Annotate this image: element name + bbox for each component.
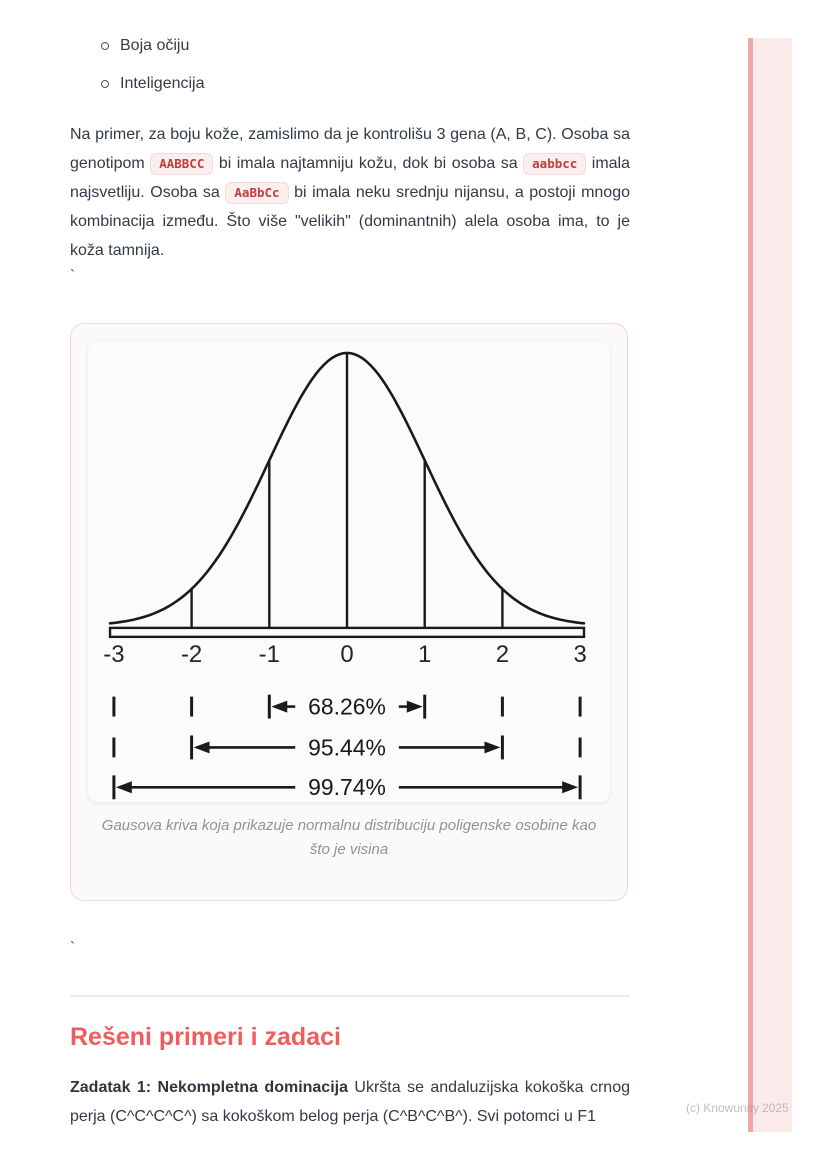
x-tick-label: 3 [573,640,587,668]
x-tick-label: -3 [103,640,125,668]
section-divider [70,995,630,997]
trait-bullet-list [70,35,630,95]
bullet-label: Inteligencija [120,75,205,92]
figure-caption: Gausova kriva koja prikazuje normalnu distribuciju poligenske osobine kao što je visina [101,817,597,859]
stray-backtick: ` [70,267,75,284]
x-tick-label: -1 [258,640,280,668]
right-arrowhead-icon [407,701,423,713]
genotype-code-badge: AABBCC [150,153,213,175]
list-item [70,35,630,57]
x-tick-label: -2 [180,640,203,668]
hollow-bullet-icon [101,80,109,88]
range-percentage-label: 95.44% [308,734,386,761]
bullet-label: Boja očiju [120,37,190,54]
task-title-bold: Zadatak 1: Nekompletna dominacija [70,1079,348,1097]
paragraph-text: Na primer, za boju kože, zamislimo da je kontrolišu 3 gena (A, B, C). Osoba sa genotipom [70,126,630,172]
right-arrowhead-icon [562,781,578,793]
genotype-code-badge: AaBbCc [225,182,288,204]
paragraph-text: Ukršta se andaluzijska kokoška crnog perja (C^C^C^C^) sa kokoškom belog perja (C^B^C^B^). Svi potomci u F1 [70,1079,630,1126]
task-paragraph [70,1073,630,1131]
pink-margin-stripe [748,38,792,1132]
left-arrowhead-icon [271,701,287,713]
section-heading: Rešeni primeri i zadaci [70,1023,341,1052]
baseline-axis [110,628,584,637]
list-item [70,73,630,95]
range-percentage-label: 68.26% [308,693,386,720]
paragraph-text: imala najsvetliju. Osoba sa [70,155,630,201]
x-tick-label: 0 [340,640,354,668]
left-arrowhead-icon [194,741,210,753]
stray-backtick: ` [70,939,75,957]
normal-distribution-image [88,341,610,802]
article-content [70,0,630,1131]
genotype-code-badge: aabbcc [523,153,586,175]
x-tick-label: 1 [418,640,432,668]
range-percentage-label: 99.74% [308,774,386,801]
paragraph-text: bi imala neku srednju nijansu, a postoji mnogo kombinacija između. Što više "velikih" (dominantnih) alela osoba ima, to je koža tamnija. [70,184,630,259]
paragraph-text: bi imala najtamniju kožu, dok bi osoba sa [218,155,518,172]
figure-card [70,323,628,901]
normal-distribution-svg [88,341,610,802]
hollow-bullet-icon [101,42,109,50]
right-arrowhead-icon [484,741,500,753]
left-arrowhead-icon [116,781,132,793]
skin-color-paragraph [70,120,630,265]
x-tick-label: 2 [495,640,510,668]
copyright-watermark: (c) Knowunity 2025 [686,1101,789,1115]
